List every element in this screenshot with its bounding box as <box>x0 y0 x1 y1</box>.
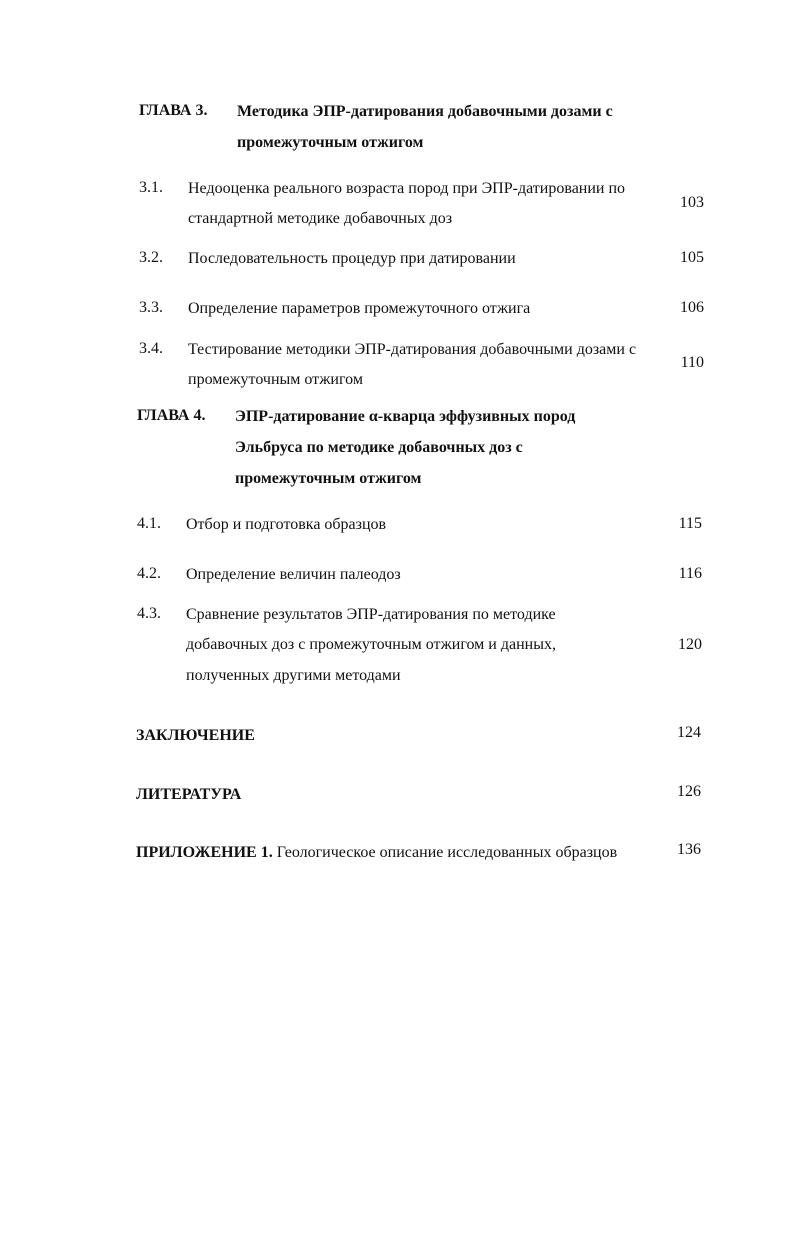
page-number: 124 <box>677 724 701 741</box>
section-number: 3.3. <box>139 299 163 316</box>
page-number: 115 <box>678 515 702 532</box>
section-title-line2: стандартной методике добавочных доз <box>188 210 453 227</box>
section-title-line2: промежуточным отжигом <box>188 371 363 388</box>
page-number: 116 <box>678 565 702 582</box>
section-title-line1: Сравнение результатов ЭПР-датирования по методике <box>186 606 556 623</box>
section-title-line3: полученных другими методами <box>186 667 401 684</box>
section-number: 4.1. <box>137 515 161 532</box>
page-number: 106 <box>680 299 704 316</box>
chapter-3-label: ГЛАВА 3. <box>139 102 208 119</box>
section-title-line2: добавочных доз с промежуточным отжигом и данных, <box>186 636 556 653</box>
conclusion-label: ЗАКЛЮЧЕНИЕ <box>136 727 255 744</box>
section-number: 3.1. <box>139 179 163 196</box>
chapter-4-label: ГЛАВА 4. <box>137 407 206 424</box>
section-number: 3.4. <box>139 340 163 357</box>
section-title-line1: Определение параметров промежуточного отжига <box>188 300 531 317</box>
literature-label: ЛИТЕРАТУРА <box>136 786 242 803</box>
section-number: 3.2. <box>139 249 163 266</box>
section-title-line1: Отбор и подготовка образцов <box>186 516 387 533</box>
section-title-line1: Недооценка реального возраста пород при ЭПР-датировании по <box>188 180 626 197</box>
section-title-line1: Последовательность процедур при датировании <box>188 250 516 267</box>
page-number: 120 <box>678 636 702 653</box>
page-number: 103 <box>680 194 704 211</box>
chapter-3-title-line2: промежуточным отжигом <box>237 134 424 151</box>
section-number: 4.3. <box>137 605 161 622</box>
page-number: 136 <box>677 841 701 858</box>
appendix-title: Геологическое описание исследованных образцов <box>272 844 618 861</box>
page-number: 105 <box>680 249 704 266</box>
section-title-line1: Определение величин палеодоз <box>186 566 401 583</box>
page-number: 110 <box>680 354 704 371</box>
chapter-4-title-line3: промежуточным отжигом <box>235 470 422 487</box>
section-number: 4.2. <box>137 565 161 582</box>
page-number: 126 <box>677 783 701 800</box>
appendix-label: ПРИЛОЖЕНИЕ 1. <box>136 844 273 861</box>
appendix-entry <box>136 844 617 862</box>
chapter-4-title-line2: Эльбруса по методике добавочных доз с <box>235 439 523 456</box>
section-title-line1: Тестирование методики ЭПР-датирования добавочными дозами с <box>188 341 637 358</box>
chapter-4-title-line1: ЭПР-датирование α-кварца эффузивных пород <box>235 408 576 425</box>
chapter-3-title-line1: Методика ЭПР-датирования добавочными дозами с <box>237 103 613 120</box>
